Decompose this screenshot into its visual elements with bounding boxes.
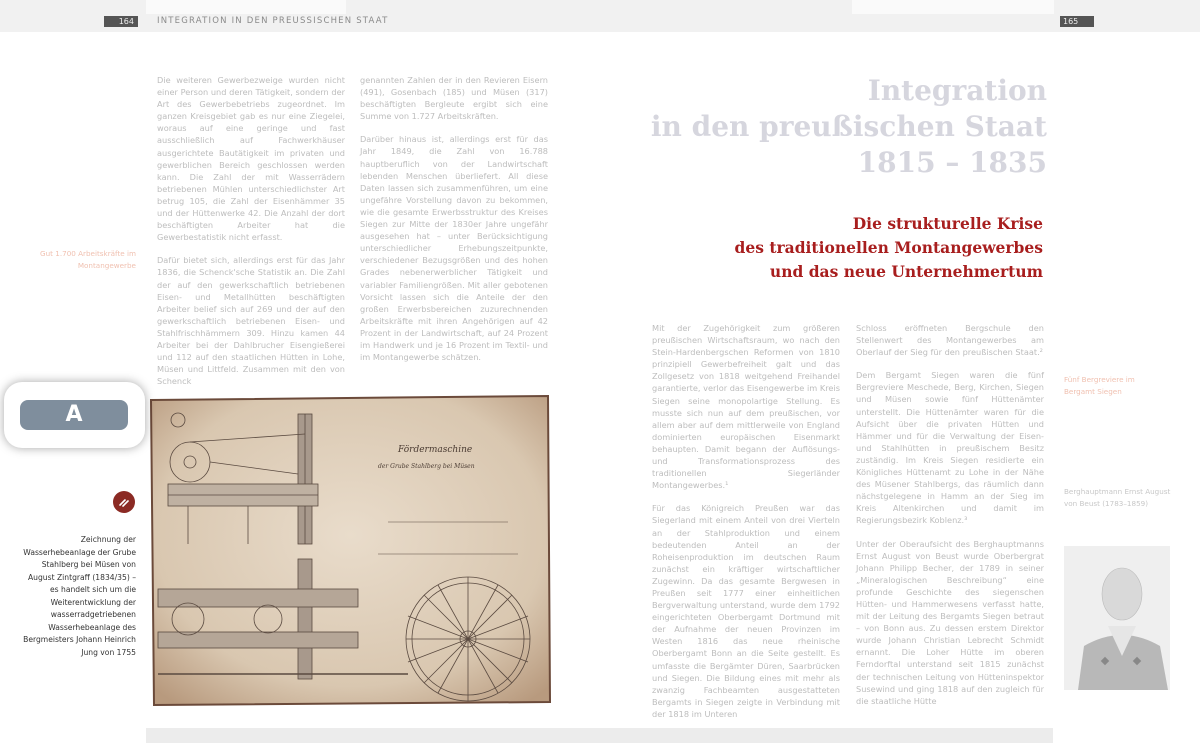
section-subtitle xyxy=(623,212,1043,284)
right-column-1 xyxy=(652,322,840,731)
margin-note-portrait: Berghauptmann Ernst August von Beust (1783–1859) xyxy=(1064,487,1171,508)
camera-icon[interactable] xyxy=(113,491,135,513)
chapter-title xyxy=(627,73,1047,181)
subtitle-line: und das neue Unternehmertum xyxy=(769,262,1043,281)
paragraph: Dafür bietet sich, allerdings erst für das Jahr 1836, die Schenck'sche Statistik an. Die Zahl der auf den gewerkschaftlich betriebenen Eisen- und Metallhütten beschäftigten Arbeiter belief sich auf 269 und der auf den gewerkschaftlich betriebenen Eisen- und Stahlfrischhämmern 309. Hinzu kamen 44 Arbeiter bei der Dahlbrucher Eisengießerei und 112 auf den staatlichen Hütten in Lohe, Müsen und Littfeld. Zusammen mit den von Schenck xyxy=(157,255,345,387)
bottom-strip xyxy=(146,728,1053,743)
historical-drawing xyxy=(148,394,551,706)
top-tab-left xyxy=(146,0,346,14)
title-line: in den preußischen Staat xyxy=(650,110,1047,143)
overlay-a-button[interactable]: A xyxy=(20,400,128,430)
subtitle-line: des traditionellen Montangewerbes xyxy=(734,238,1043,257)
paragraph: Die weiteren Gewerbezweige wurden nicht einer Person und deren Tätigkeit, sondern der Art des Gewerbebetriebs zugeordnet. Im ganzen Kreisgebiet gab es nur eine Ziegelei, woraus auf eine geringe und fast ausschließlich auf Fachwerkhäuser ausgerichtete Bautätigkeit im privaten und gewerblichen Bereich geschlossen werden kann. Die Zahl der mit Wasserrädern betriebenen Mühlen unterschiedlichster Art betrug 105, die Zahl der Eisenhämmer 35 und der Hüttenwerke 42. Die Anzahl der dort beschäftigten Arbeiter hat die Gewerbestatistik nicht erfasst. xyxy=(157,75,345,243)
paragraph: Für das Königreich Preußen war das Siegerland mit einem Anteil von drei Vierteln an der Stahlproduktion und einem bedeutenden Anteil an der Roheisenproduktion im deutschen Raum zunächst ein kräftiger wirtschaftlicher Zugewinn. Da das gesamte Bergwesen in Preußen seit 1777 einer einheitlichen Bergverwaltung unterstand, wurde dem 1792 eingerichteten Oberbergamt Dortmund mit der Aufnahme der neuen Provinzen im Westen 1816 das neue rheinische Oberbergamt Bonn an die Seite gestellt. Es umfasste die Bergämter Düren, Saarbrücken und Siegen. Die Bildung eines mit mehr als zwanzig Fachbeamten ausgestatteten Bergamts in Siegen zeigte in Verbindung mit der 1818 im Unteren xyxy=(652,503,840,719)
title-line: 1815 – 1835 xyxy=(857,146,1047,179)
margin-note-bergreviere: Fünf Bergreviere im Bergamt Siegen xyxy=(1064,375,1135,396)
drawing-title-2: der Grube Stahlberg bei Müsen xyxy=(378,463,475,470)
left-column-1 xyxy=(157,74,345,398)
top-tab-right xyxy=(852,0,1054,14)
drawing-title-1: Fördermaschine xyxy=(398,445,473,455)
page-number-right: 165 xyxy=(1060,16,1094,27)
title-line: Integration xyxy=(867,74,1047,107)
paragraph: Unter der Oberaufsicht des Berghauptmanns Ernst August von Beust wurde Oberbergrat Johann Philipp Becher, der 1789 in seiner „Mineralogischen Beschreibung“ eine profunde Geschichte des siegenschen Hütten- und Hammerwesens verfasst hatte, mit der Leitung des Bergamts Siegen betraut – von Bonn aus. Zu dessen erstem Direktor wurde Johann Christian Lebrecht Schmidt ernannt. Die Loher Hütte im oberen Ferndorftal unterstand seit 1815 zunächst der technischen Leitung von Hütteninspektor Susewind und ging 1818 auf den zugleich für die staatliche Hütte xyxy=(856,538,1044,706)
page-number-left: 164 xyxy=(104,16,138,27)
running-head: INTEGRATION IN DEN PREUSSISCHEN STAAT xyxy=(157,16,389,26)
image-caption: Zeichnung der Wasserhebeanlage der Grube Stahlberg bei Müsen von August Zintgraff (1834/35) – es handelt sich um die Weiterentwicklung der wasserradgetriebenen Wasserhebeanlage des Bergmeisters Johann Heinrich Jung von 1755 xyxy=(23,535,136,657)
paragraph: Darüber hinaus ist, allerdings erst für das Jahr 1849, die Zahl von 16.788 hauptberuflich von der Landwirtschaft lebenden Menschen überliefert. All diese Daten lassen sich zusammenführen, um eine ungefähre Vorstellung davon zu bekommen, wie die gesamte Erwerbsstruktur des Kreises Siegen zur Mitte der 1830er Jahre ungefähr ausgesehen hat – unter Berücksichtigung unterschiedlicher Erhebungszeitpunkte, verschiedener Bezugsgrößen und des hohen Grades nebenerwerblicher Tätigkeit und variabler Familiengrößen. Mit aller gebotenen Vorsicht lassen sich die Anteile der den großen Erwerbsbereichen zuzurechnenden Arbeitskräfte mit ihren Angehörigen auf 42 Prozent in der Landwirtschaft, auf 24 Prozent im Handwerk und je 16 Prozent im Textil- und im Montangewerbe schätzen. xyxy=(360,134,548,363)
paragraph: genannten Zahlen der in den Revieren Eisern (491), Gosenbach (185) und Müsen (317) beschäftigten Bergleute ergibt sich eine Summe von 1.727 Arbeitskräften. xyxy=(360,75,548,122)
subtitle-line: Die strukturelle Krise xyxy=(852,214,1043,233)
right-column-2 xyxy=(856,322,1044,718)
left-column-2 xyxy=(360,74,548,374)
paragraph: Schloss eröffneten Bergschule den Stellenwert des Montangewerbes am Oberlauf der Sieg für den preußischen Staat.² xyxy=(856,323,1044,358)
portrait-image xyxy=(1064,546,1170,690)
paragraph: Dem Bergamt Siegen waren die fünf Bergreviere Meschede, Berg, Kirchen, Siegen und Müsen sowie fünf Hüttenämter unterstellt. Die Hüttenämter waren für die Aufsicht über die privaten Hütten und Hämmer und für die Verwaltung der Eisen- und Stahlhütten in preußischem Besitz zuständig. Im Kreis Siegen residierte ein Königliches Hüttenamt zu Lohe in der Nähe des Müsener Stahlbergs, das räumlich dann nächstgelegene in Hamm an der Sieg im Kreis Altenkirchen und damit im Regierungsbezirk Koblenz.³ xyxy=(856,370,1044,526)
paragraph: Mit der Zugehörigkeit zum größeren preußischen Wirtschaftsraum, wo nach den Stein-Hardenbergschen Reformen von 1810 prinzipiell Gewerbefreiheit galt und das Zollgesetz von 1818 weitgehend Freihandel garantierte, verlor das Eisengewerbe im Kreis Siegen seine monopolartige Stellung. Es musste sich nun auf dem preußischen, vor allem aber auf dem mittlerweile von England dominierten europäischen Eisenmarkt behaupten. Damit begann der Auflösungs- und Transformationsprozess des traditionellen Siegerländer Montangewerbes.¹ xyxy=(652,323,840,491)
margin-note-workforce: Gut 1.700 Arbeitskräfte im Montangewerbe xyxy=(40,249,136,270)
